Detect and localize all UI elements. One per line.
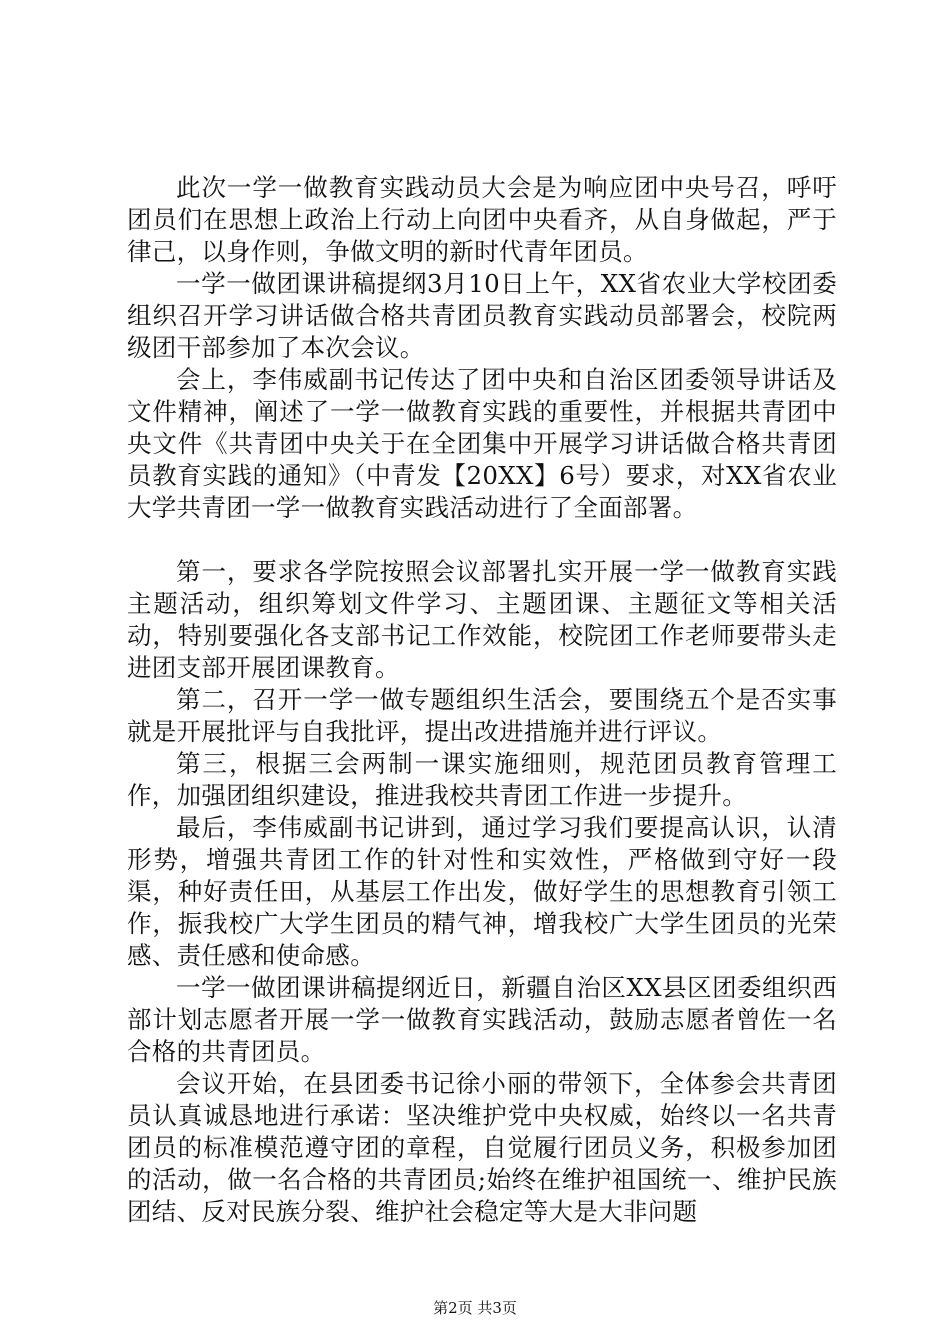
paragraph: 一学一做团课讲稿提纲近日，新疆自治区XX县区团委组织西部计划志愿者开展一学一做教育实践活动，鼓励志愿者曾佐一名合格的共青团员。 bbox=[127, 973, 837, 1066]
paragraph: 第三，根据三会两制一课实施细则，规范团员教育管理工作，加强团组织建设，推进我校共青团工作进一步提升。 bbox=[127, 749, 837, 810]
paragraph: 会上，李伟威副书记传达了团中央和自治区团委领导讲话及文件精神，阐述了一学一做教育实践的重要性，并根据共青团中央文件《共青团中央关于在全团集中开展学习讲话做合格共青团员教育实践的通知》（中青发【20XX】6号）要求，对XX省农业大学共青团一学一做教育实践活动进行了全面部署。 bbox=[127, 365, 837, 522]
paragraph: 此次一学一做教育实践动员大会是为响应团中央号召，呼吁团员们在思想上政治上行动上向团中央看齐，从自身做起，严于律己，以身作则，争做文明的新时代青年团员。 bbox=[127, 173, 837, 266]
paragraph: 一学一做团课讲稿提纲3月10日上午，XX省农业大学校团委组织召开学习讲话做合格共青团员教育实践动员部署会，校院两级团干部参加了本次会议。 bbox=[127, 269, 837, 362]
page-footer bbox=[0, 1298, 950, 1318]
document-body bbox=[127, 172, 837, 1228]
paragraph-spacer bbox=[127, 524, 837, 556]
paragraph: 第二，召开一学一做专题组织生活会，要围绕五个是否实事就是开展批评与自我批评，提出改进措施并进行评议。 bbox=[127, 685, 837, 746]
page-number: 第2页 共3页 bbox=[433, 1299, 517, 1317]
paragraph: 第一，要求各学院按照会议部署扎实开展一学一做教育实践主题活动，组织筹划文件学习、主题团课、主题征文等相关活动，特别要强化各支部书记工作效能，校院团工作老师要带头走进团支部开展团课教育。 bbox=[127, 557, 837, 682]
paragraph: 会议开始，在县团委书记徐小丽的带领下，全体参会共青团员认真诚恳地进行承诺：坚决维护党中央权威，始终以一名共青团员的标准模范遵守团的章程，自觉履行团员义务，积极参加团的活动，做一名合格的共青团员;始终在维护祖国统一、维护民族团结、反对民族分裂、维护社会稳定等大是大非问题 bbox=[127, 1069, 837, 1226]
paragraph: 最后，李伟威副书记讲到，通过学习我们要提高认识，认清形势，增强共青团工作的针对性和实效性，严格做到守好一段渠，种好责任田，从基层工作出发，做好学生的思想教育引领工作，振我校广大学生团员的精气神，增我校广大学生团员的光荣感、责任感和使命感。 bbox=[127, 813, 837, 970]
